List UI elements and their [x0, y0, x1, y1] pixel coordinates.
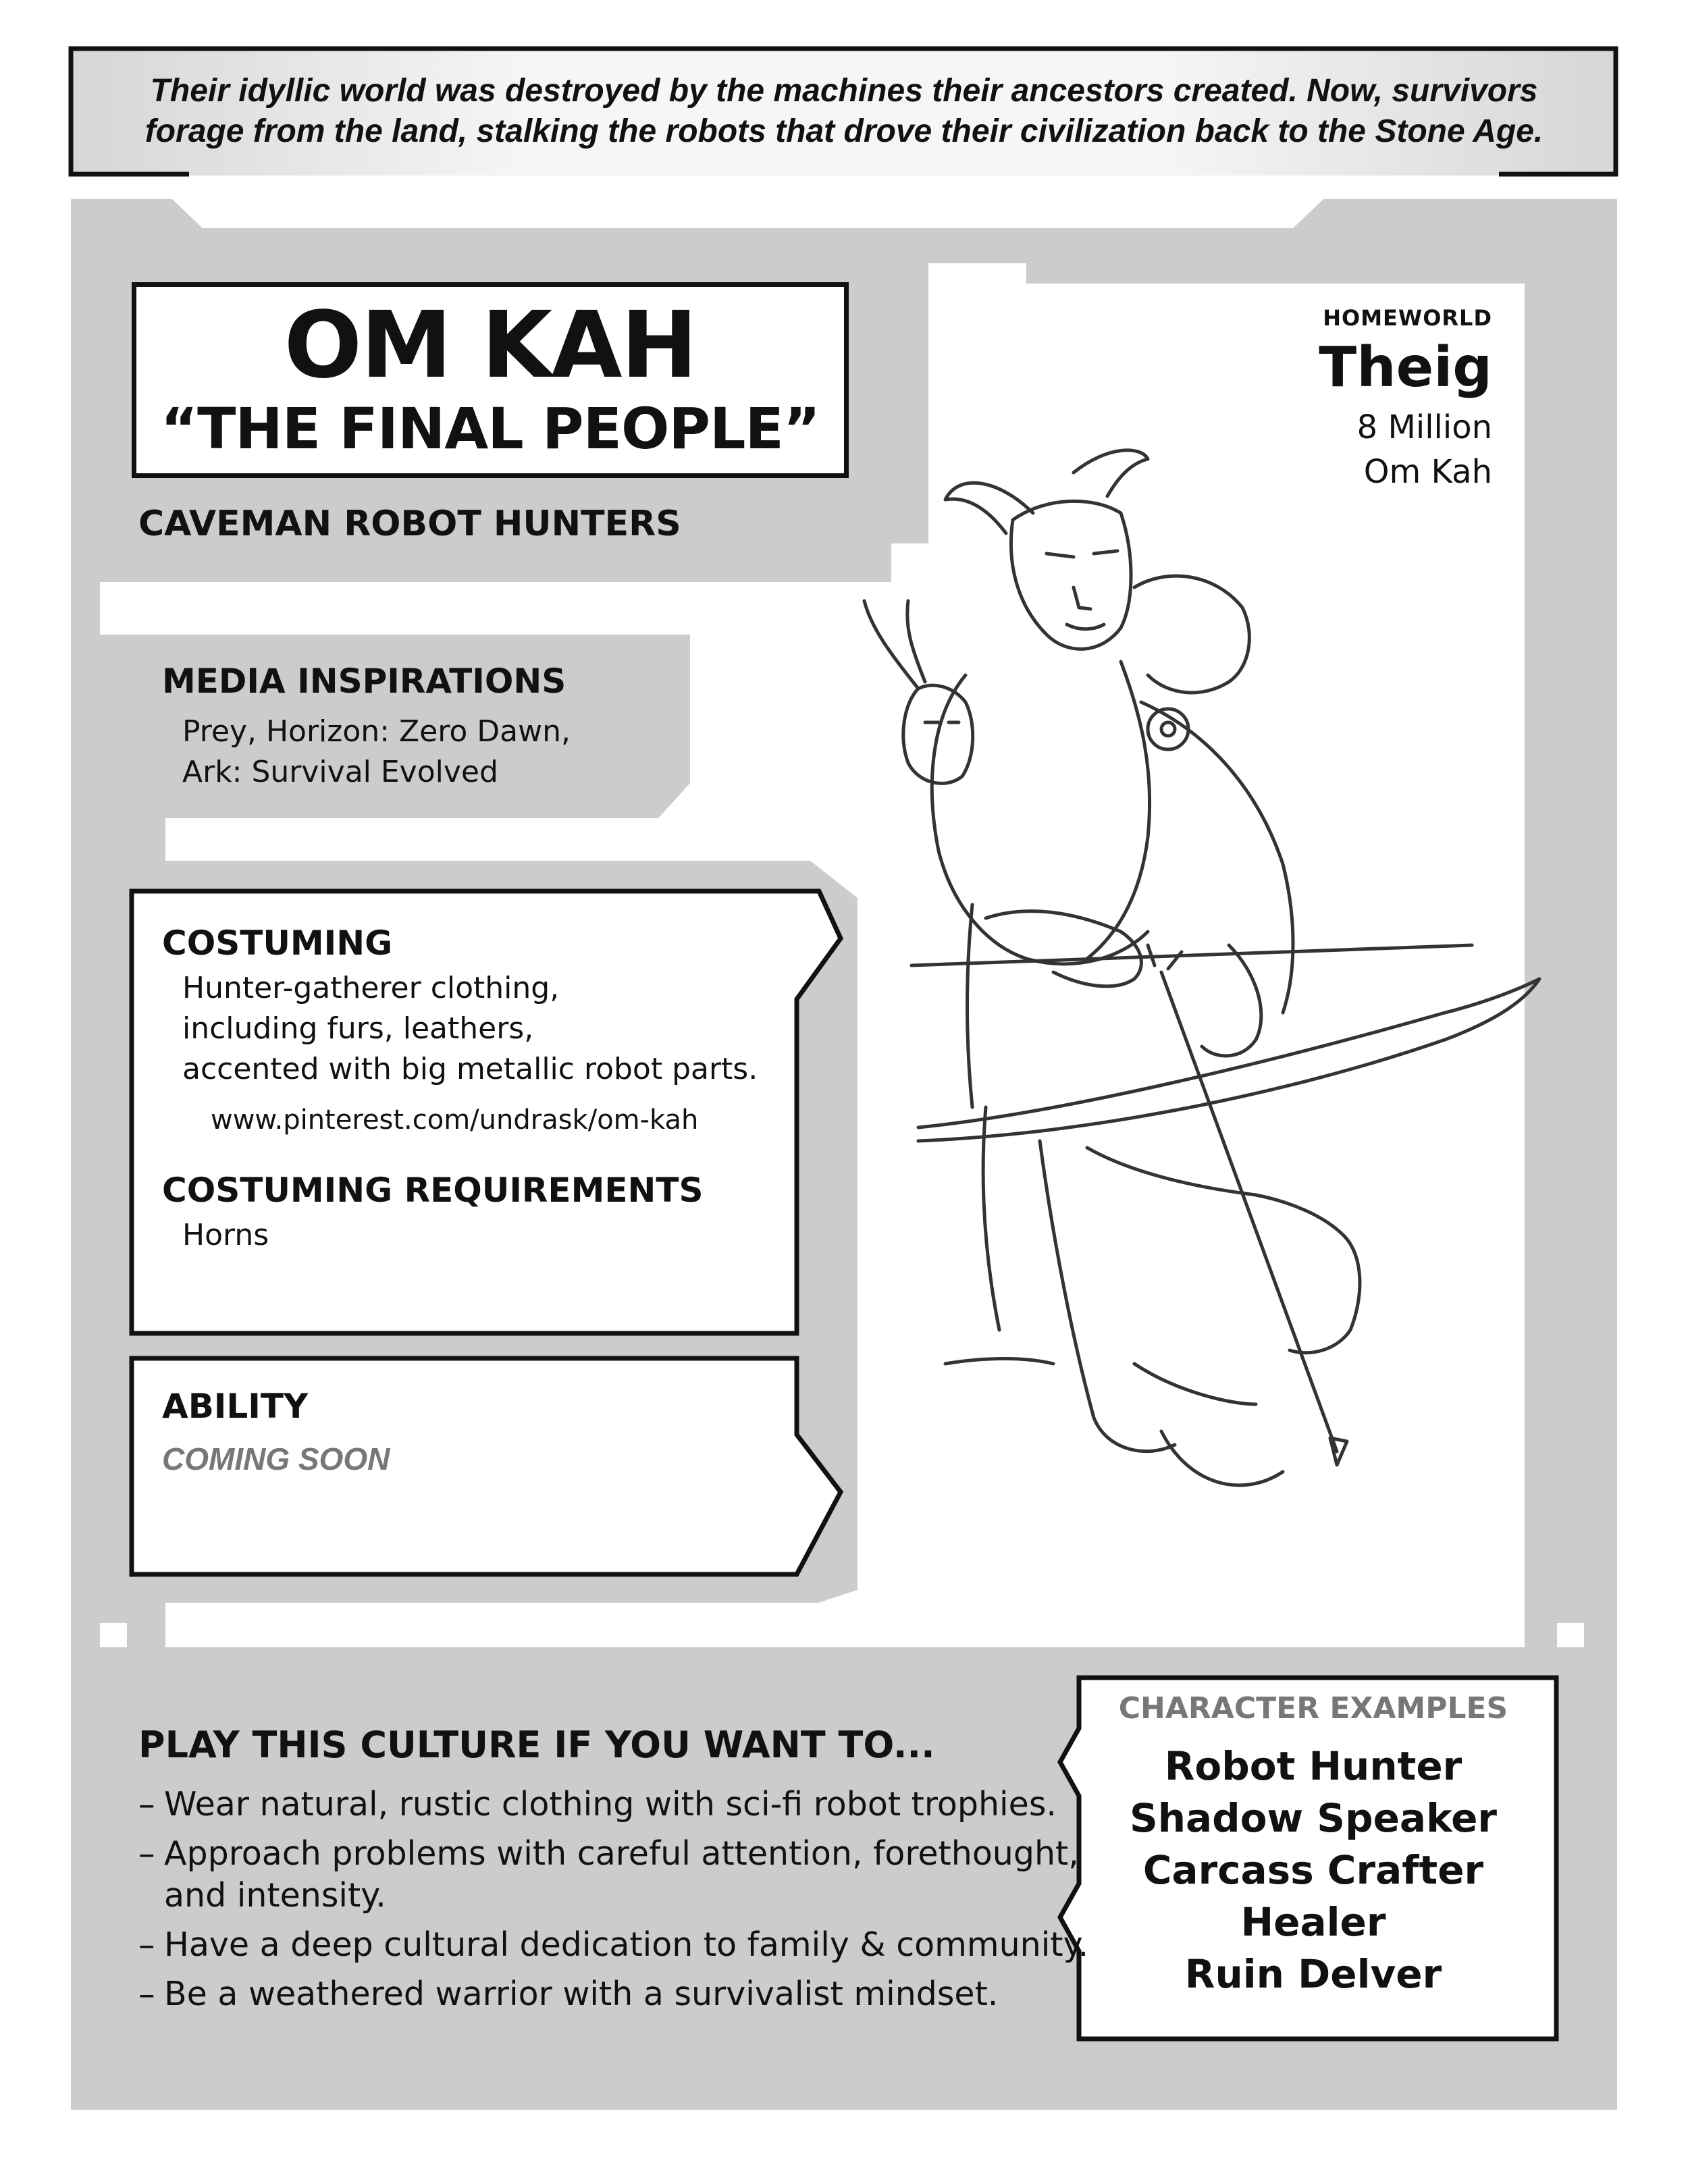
play-item: – Be a weathered warrior with a survivalist mindset.: [138, 1975, 999, 2013]
intro-line-1: Their idyllic world was destroyed by the machines their ancestors created. Now, survivors: [150, 73, 1538, 109]
media-inspirations-title: MEDIA INSPIRATIONS: [162, 662, 566, 701]
character-example: Carcass Crafter: [1142, 1847, 1484, 1893]
homeworld-label: HOMEWORLD: [1323, 305, 1492, 331]
ability-text: COMING SOON: [162, 1441, 390, 1476]
costuming-line-1: Hunter-gatherer clothing,: [182, 971, 560, 1005]
culture-tagline: CAVEMAN ROBOT HUNTERS: [138, 504, 681, 544]
population-line-2: Om Kah: [1363, 453, 1492, 491]
intro-line-2: forage from the land, stalking the robots that drove their civilization back to the Stone Age.: [144, 113, 1544, 149]
media-inspirations-section: [162, 662, 571, 793]
hunter-illustration: [851, 432, 1593, 1620]
character-example: Robot Hunter: [1164, 1743, 1462, 1789]
play-item: – Have a deep cultural dedication to family & community.: [138, 1925, 1089, 1964]
play-item: – Wear natural, rustic clothing with sci-fi robot trophies.: [138, 1785, 1057, 1823]
character-example: Ruin Delver: [1184, 1951, 1442, 1997]
play-heading: PLAY THIS CULTURE IF YOU WANT TO...: [138, 1724, 935, 1766]
culture-name: OM KAH: [284, 292, 697, 399]
culture-epithet: “THE FINAL PEOPLE”: [160, 396, 820, 462]
costuming-line-3: accented with big metallic robot parts.: [182, 1052, 758, 1086]
costuming-title: COSTUMING: [162, 924, 393, 963]
population-line-1: 8 Million: [1356, 408, 1492, 446]
ability-section: [162, 1387, 390, 1477]
costuming-section: [162, 924, 758, 1256]
media-line-2: Ark: Survival Evolved: [182, 755, 498, 789]
intro-banner: [71, 47, 1617, 176]
character-examples: [1080, 1691, 1546, 2000]
costuming-line-2: including furs, leathers,: [182, 1011, 534, 1046]
ability-title: ABILITY: [162, 1387, 309, 1426]
character-example: Healer: [1240, 1899, 1386, 1945]
play-item: – Approach problems with careful attention, forethought, and intensity.: [138, 1834, 1079, 1915]
costuming-requirements-title: COSTUMING REQUIREMENTS: [162, 1171, 704, 1210]
pinterest-link[interactable]: www.pinterest.com/undrask/om-kah: [211, 1104, 699, 1136]
media-line-1: Prey, Horizon: Zero Dawn,: [182, 714, 571, 749]
costuming-requirements-text: Horns: [182, 1218, 269, 1252]
homeworld-info: [1319, 305, 1492, 494]
character-examples-heading: CHARACTER EXAMPLES: [1118, 1691, 1508, 1726]
culture-title-box: [132, 282, 849, 478]
play-section: [138, 1724, 1097, 2023]
homeworld-name: Theig: [1319, 336, 1492, 400]
character-example: Shadow Speaker: [1129, 1795, 1498, 1841]
